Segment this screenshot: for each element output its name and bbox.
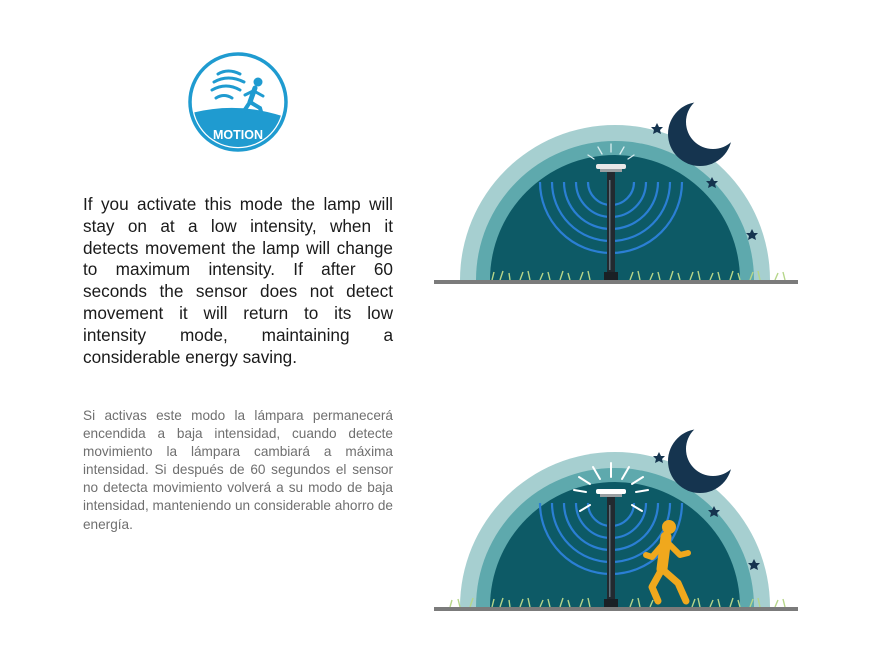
moon-icon [668,423,740,493]
ground-line [434,280,798,284]
motion-badge [188,52,288,152]
description-es: Si activas este modo la lámpara permanecerá encendida a baja intensidad, cuando detecte movimiento la lámpara cambiará a máxima intensidad. Si después de 60 segundos el sensor no detecta movimiento volverá a su modo de baja intensidad, manteniendo un considerable ahorro de energía. [83,408,393,532]
moon-icon [668,96,740,166]
lamp-motion-illustration [430,423,800,613]
description-en: If you activate this mode the lamp will stay on at a low intensity, when it detects movement the lamp will change to maximum intensity. If after 60 seconds the sensor does not detect movement it will return to its low intensity mode, maintaining a considerable energy saving. [83,194,393,367]
lamp-idle-illustration [430,96,800,286]
ground-line [434,607,798,611]
badge-label: MOTION [213,128,263,142]
